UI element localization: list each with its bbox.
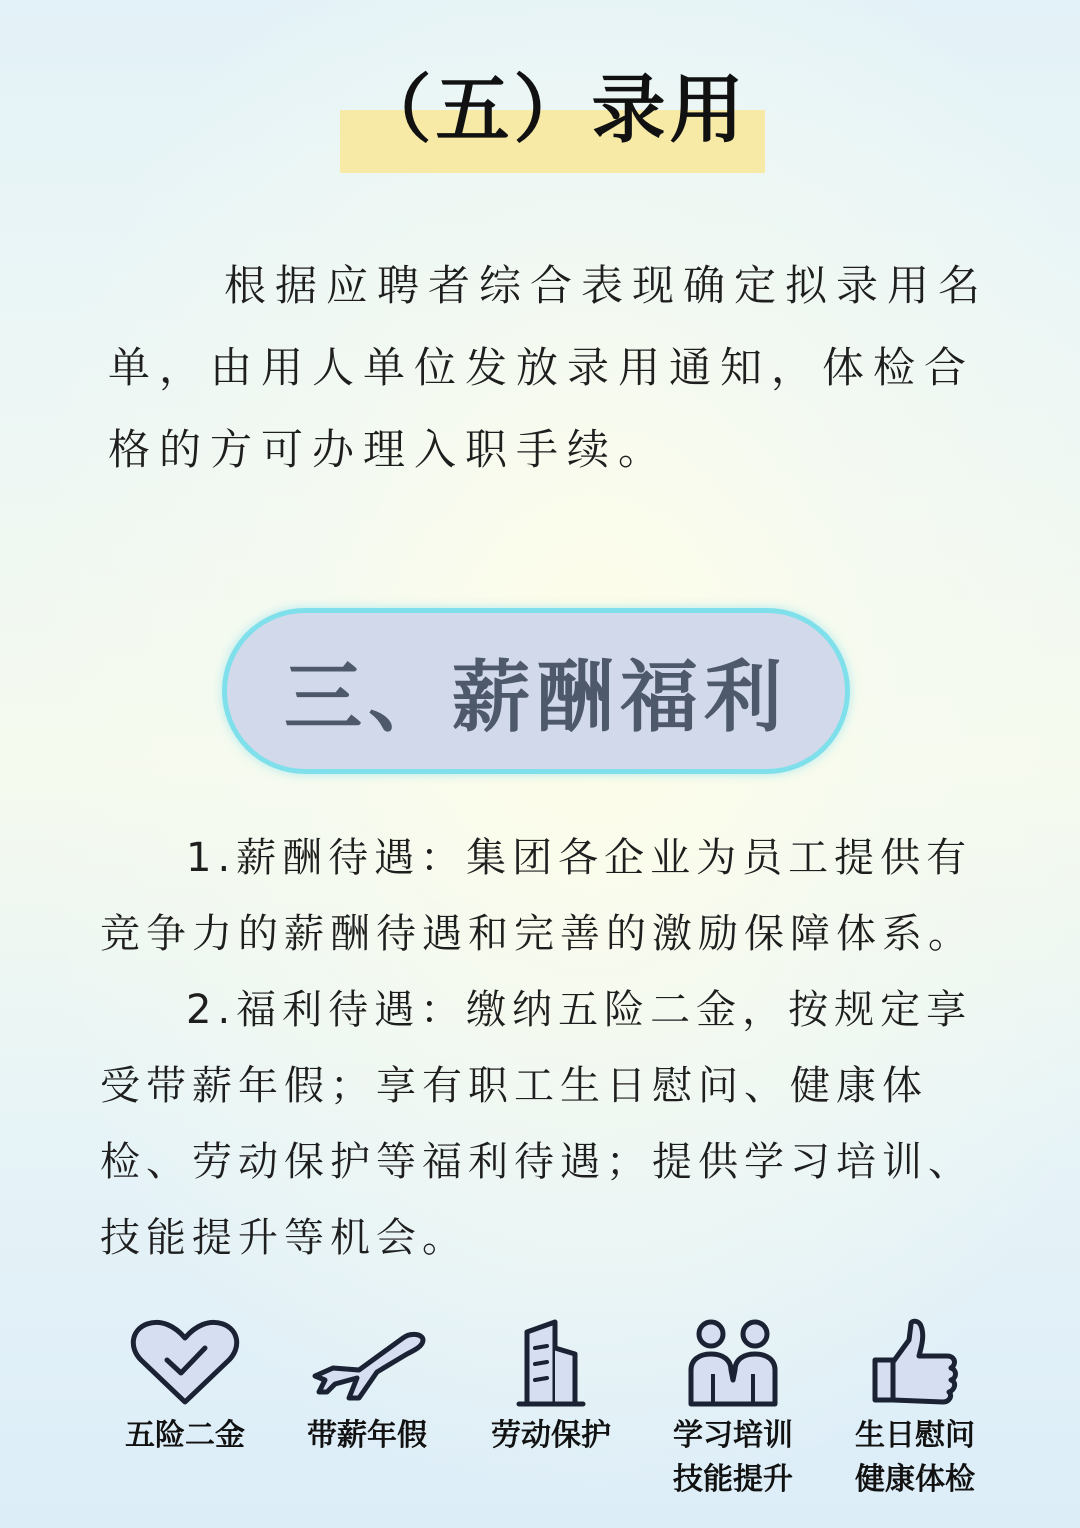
- benefit-item-birthday: [825, 1318, 1005, 1502]
- icon-label-health-check: 健康体检: [855, 1462, 975, 1497]
- icon-label-paid-leave: 带薪年假: [307, 1418, 427, 1453]
- benefit-item-labor-protection: [461, 1318, 641, 1458]
- benefits-section-pill: [222, 608, 850, 774]
- benefit-item-training: [643, 1318, 823, 1502]
- benefit-icons-row: [95, 1318, 1015, 1518]
- airplane-icon: [307, 1318, 427, 1408]
- salary-paragraph: 1.薪酬待遇：集团各企业为员工提供有竞争力的薪酬待遇和完善的激励保障体系。: [100, 835, 974, 957]
- building-icon: [491, 1318, 611, 1408]
- icon-label-training: 学习培训: [673, 1418, 793, 1453]
- benefit-item-insurance: [95, 1318, 275, 1458]
- icon-label-insurance: 五险二金: [125, 1418, 245, 1453]
- icon-label-skills: 技能提升: [673, 1462, 793, 1497]
- welfare-paragraph: 2.福利待遇：缴纳五险二金，按规定享受带薪年假；享有职工生日慰问、健康体检、劳动保护等福利待遇；提供学习培训、技能提升等机会。: [100, 987, 974, 1261]
- icon-label-birthday: 生日慰问: [855, 1418, 975, 1453]
- icon-label-labor-protection: 劳动保护: [491, 1418, 611, 1453]
- thumbs-up-icon: [855, 1318, 975, 1408]
- hire-heading-text: （五）录用: [357, 67, 748, 153]
- benefit-item-paid-leave: [277, 1318, 457, 1458]
- heart-check-icon: [125, 1318, 245, 1408]
- benefits-heading-text: 三、薪酬福利: [283, 653, 788, 743]
- benefits-text-block: [100, 820, 1000, 1276]
- people-icon: [673, 1318, 793, 1408]
- hire-section-heading: [340, 55, 765, 175]
- hire-paragraph: 根据应聘者综合表现确定拟录用名单，由用人单位发放录用通知，体检合格的方可办理入职手续。: [108, 261, 990, 474]
